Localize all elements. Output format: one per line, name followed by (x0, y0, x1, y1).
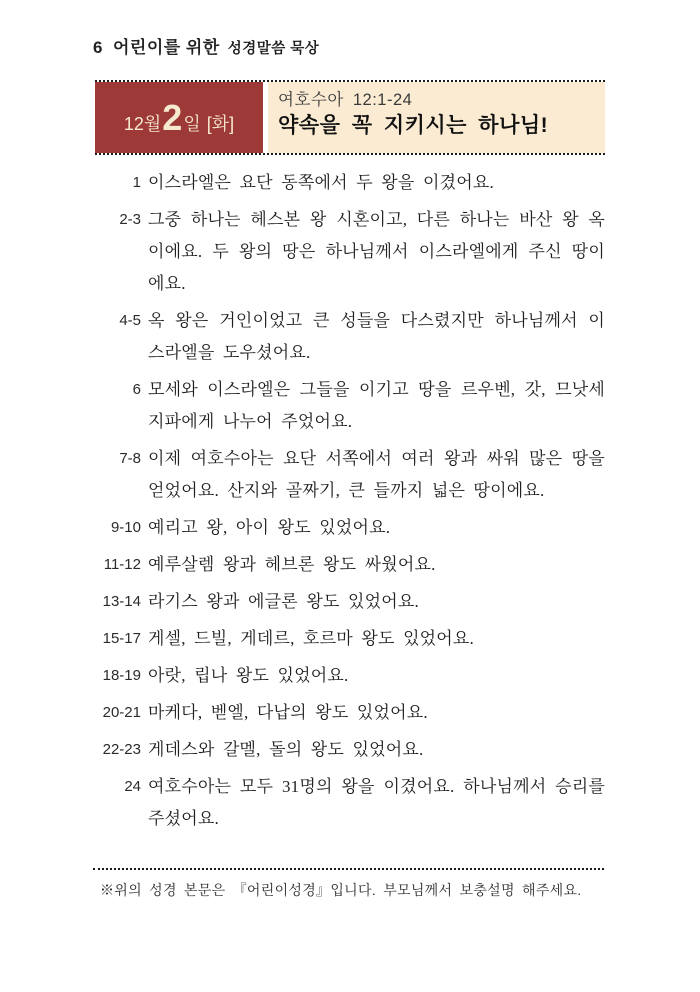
verse-number: 2-3 (119, 211, 141, 228)
verse-number: 15-17 (102, 630, 141, 647)
verse-number: 22-23 (102, 741, 141, 758)
verse-text: 아랏, 립나 왕도 있었어요. (148, 666, 349, 685)
verse-text: 모세와 이스라엘은 그들을 이기고 땅을 르우벤, 갓, 므낫세 지파에게 나누어 주었어요. (148, 380, 605, 431)
title-band (95, 80, 605, 155)
verse-number: 1 (132, 174, 141, 191)
running-head (93, 33, 700, 58)
verse-row (95, 771, 605, 835)
verse-text: 예루살렘 왕과 헤브론 왕도 싸웠어요. (148, 555, 436, 574)
verse-row (95, 204, 605, 300)
verse-number: 24 (124, 778, 141, 795)
verse-number: 18-19 (102, 667, 141, 684)
verse-row (95, 305, 605, 369)
verse-row (95, 167, 605, 199)
date-month: 12월 (123, 113, 162, 134)
verse-row (95, 697, 605, 729)
verse-number: 13-14 (102, 593, 141, 610)
verse-text: 예리고 왕, 아이 왕도 있었어요. (148, 518, 391, 537)
verse-text: 마케다, 벧엘, 다납의 왕도 있었어요. (148, 703, 428, 722)
verse-text: 라기스 왕과 에글론 왕도 있었어요. (148, 592, 419, 611)
verse-text: 이스라엘은 요단 동쪽에서 두 왕을 이겼어요. (148, 173, 494, 192)
verse-text: 그중 하나는 헤스본 왕 시혼이고, 다른 하나는 바산 왕 옥이에요. 두 왕의 땅은 하나님께서 이스라엘에게 주신 땅이에요. (148, 210, 605, 293)
verse-text: 게데스와 갈멜, 돌의 왕도 있었어요. (148, 740, 424, 759)
devotion-title: 약속을 꼭 지키시는 하나님! (278, 114, 549, 137)
verse-row (95, 374, 605, 438)
verse-number: 4-5 (119, 312, 141, 329)
date-line (123, 96, 235, 138)
verse-text: 게셀, 드빌, 게데르, 호르마 왕도 있었어요. (148, 629, 475, 648)
verse-number: 7-8 (119, 450, 141, 467)
book-title-sub: 성경말씀 묵상 (227, 41, 320, 57)
verse-number: 6 (132, 381, 141, 398)
date-box (95, 82, 263, 153)
verse-number: 20-21 (102, 704, 141, 721)
verse-list (95, 167, 605, 835)
verse-row (95, 549, 605, 581)
footer-note: ※위의 성경 본문은 『어린이성경』입니다. 부모님께서 보충설명 해주세요. (100, 882, 582, 898)
verse-row (95, 586, 605, 618)
date-day-suffix: 일 (183, 113, 201, 134)
book-title-main: 어린이를 위한 (112, 38, 220, 57)
verse-row (95, 623, 605, 655)
verse-text: 옥 왕은 거인이었고 큰 성들을 다스렸지만 하나님께서 이스라엘을 도우셨어요. (148, 311, 605, 362)
verse-row (95, 734, 605, 766)
verse-number: 9-10 (110, 519, 141, 536)
verse-row (95, 443, 605, 507)
scripture-reference: 여호수아 12:1-24 (278, 91, 413, 109)
verse-text: 이제 여호수아는 요단 서쪽에서 여러 왕과 싸워 많은 땅을 얻었어요. 산지와 골짜기, 큰 들까지 넓은 땅이에요. (148, 449, 605, 500)
footer-divider (93, 868, 604, 870)
date-weekday: [화] (206, 113, 235, 134)
verse-text: 여호수아는 모두 31명의 왕을 이겼어요. 하나님께서 승리를 주셨어요. (148, 777, 605, 828)
verse-row (95, 512, 605, 544)
title-area (268, 82, 605, 153)
date-day: 2 (162, 96, 183, 138)
page-number: 6 (93, 38, 103, 57)
verse-number: 11-12 (103, 556, 141, 573)
verse-row (95, 660, 605, 692)
